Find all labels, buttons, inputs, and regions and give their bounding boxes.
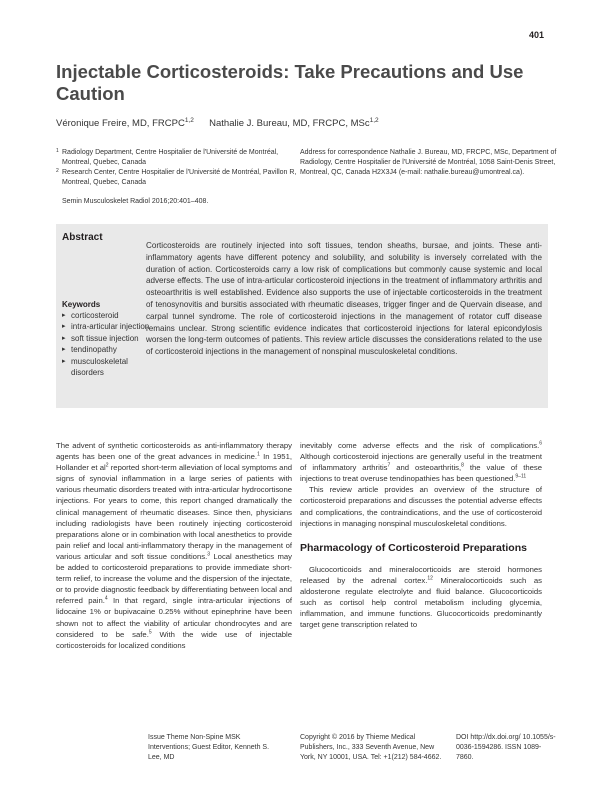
reference-sup: 7 [387, 462, 391, 469]
body-paragraph: This review article provides an overview of the structure of corticosteroid preparations and discusses the potential adverse effects and complications, the contraindications, and the use of corticosteroid injections in managing nonspinal musculoskeletal conditions. [300, 485, 542, 528]
keywords-heading: Keywords [62, 300, 101, 309]
keyword-item: ▸ soft tissue injection [62, 333, 154, 344]
citation: Semin Musculoskelet Radiol 2016;20:401–408. [62, 198, 209, 205]
body-column-left: The advent of synthetic corticosteroids as anti-inflammatory therapy agents has been one of the great advances in medicine.$^1$ In 1951, Hollander et $al^2$ reported short-term alleviation of local symptoms and signs of synovial inflammation in a large series of patients with various rheumatic disorders treated with intra-articular hydrocortisone injections. For years to come, this report changed dramatically the clinical management of rheumatic diseases. Since then, physicians including radiologists have been routinely injecting corticosteroid preparations alone or in combination with local anesthetics to provide pain relief and local anti-inflammatory therapy in the management of various articular and soft tissue conditions.$^3$ Local anesthetics may be added to corticosteroid preparations to provide immediate short-term relief, to increase the volume and the dispersion of the injectate, or to provide diagnostic feedback by differentiating between local and referred pain.$^4$ In that regard, single intra-articular injections of lidocaine 1% or bupivacaine 0.25% without epinephrine have been shown not to affect the viability of articular chondrocytes and are considered to be safe.$^5$ With the wide use of injectable corticosteroids for localized conditions [56, 441, 292, 650]
abstract-text: Corticosteroids are routinely injected into soft tissues, tendon sheaths, bursae, and joints. These anti-inflammatory agents have different potency and solubility, and solubility is inversely correlated with the duration of action. Corticosteroids carry a low risk of complications but commonly cause systemic and local adverse effects. The use of intra-articular corticosteroid injections in the treatment of inflammatory arthritis and osteoarthritis is well established. Evidence also supports the use of injectable corticosteroids in the treatment of tenosynovitis and bursitis associated with rheumatic diseases, trigger finger and de Quervain disease, and carpal tunnel syndrome. The role of corticosteroid injections in the management of rotator cuff disease remains unclear. Strong scientific evidence indicates that corticosteroid injections for lateral epicondylosis worsen the long-term outcomes of patients. This review article discusses the considerations related to the use of corticosteroid injections in the management of nonspinal musculoskeletal conditions. [146, 241, 542, 357]
correspondence [300, 148, 560, 178]
author-name: Nathalie J. Bureau, MD, FRCPC, MSc [209, 118, 370, 130]
affiliation [56, 168, 301, 188]
author-line [56, 117, 379, 129]
reference-sup: 2 [105, 462, 109, 469]
affiliations [56, 148, 301, 188]
body-paragraph: Glucocorticoids and mineralocorticoids are steroid hormones released by the adrenal cortex.$^{12}$ Mineralocorticoids such as aldosterone regulate electrolyte and fluid balance. Glucocorticoids such as cortisol help control metabolism including glycemia, inflammation, and immune functions. Glucocorticoids predominantly target gene transcription related to [300, 564, 542, 630]
page-number: 401 [528, 30, 544, 40]
footer-issue: Issue Theme Non-Spine MSK Interventions; Guest Editor, Kenneth S. Lee, MD [148, 734, 270, 761]
reference-sup: 3 [207, 551, 210, 558]
footer-copyright: Copyright © 2016 by Thieme Medical Publishers, Inc., 333 Seventh Avenue, New York, NY 10001, USA. Tel: +1(212) 584-4662. [300, 734, 442, 761]
article-title: Injectable Corticosteroids: Take Precautions and Use Caution [56, 61, 524, 104]
keyword-item: ▸ tendinopathy [62, 344, 154, 355]
reference-sup: 12 [427, 575, 433, 582]
keyword-item: ▸ musculoskeletal disorders [62, 356, 154, 379]
affiliation-num: 2 [56, 168, 59, 174]
body-paragraph: inevitably come adverse effects and the risk of complications.$^6$ Although corticosteroid injections are generally useful in the treatment of inflammatory arthritis$^7$ and osteoarthritis,$^8$ the value of these injections to treat overuse tendinopathies has been questioned.$^{9-11}$ [300, 440, 542, 484]
affiliation-num: 1 [56, 148, 59, 154]
affiliation [56, 148, 301, 168]
section-heading: Pharmacology of Corticosteroid Preparations [300, 541, 527, 554]
reference-sup: 8 [461, 462, 464, 469]
abstract-heading: Abstract [62, 232, 103, 243]
reference-sup: 5 [148, 629, 152, 636]
author-affil-sup: 1,2 [369, 117, 379, 124]
keyword-item: ▸ intra-articular injection [62, 321, 154, 332]
reference-sup: 1 [257, 451, 260, 458]
body-column-right [300, 440, 542, 630]
footer-doi: DOI http://dx.doi.org/ 10.1055/s-0036-1594286. ISSN 1089-7860. [456, 734, 556, 761]
author-affil-sup: 1,2 [184, 117, 194, 124]
affiliation-text: Research Center, Centre Hospitalier de l'Université de Montréal, Pavillon R, Montreal, Quebec, Canada [62, 169, 297, 186]
keyword-item: ▸ corticosteroid [62, 310, 154, 321]
reference-sup: 4 [104, 595, 108, 602]
correspondence-text: Address for correspondence Nathalie J. Bureau, MD, FRCPC, MSc, Department of Radiology, Centre Hospitalier de l'Université de Montréal, 1058 Saint-Denis Street, Montreal, QC, Canada H2X3J4 (e-mail: nathalie.bureau@umontreal.ca). [300, 149, 557, 176]
keywords-list [62, 310, 154, 378]
affiliation-text: Radiology Department, Centre Hospitalier de l'Université de Montréal, Montreal, Quebec, Canada [62, 149, 279, 166]
reference-sup: 6 [539, 440, 542, 447]
reference-sup: 9–11 [515, 473, 527, 480]
author-name: Véronique Freire, MD, FRCPC [56, 118, 185, 130]
